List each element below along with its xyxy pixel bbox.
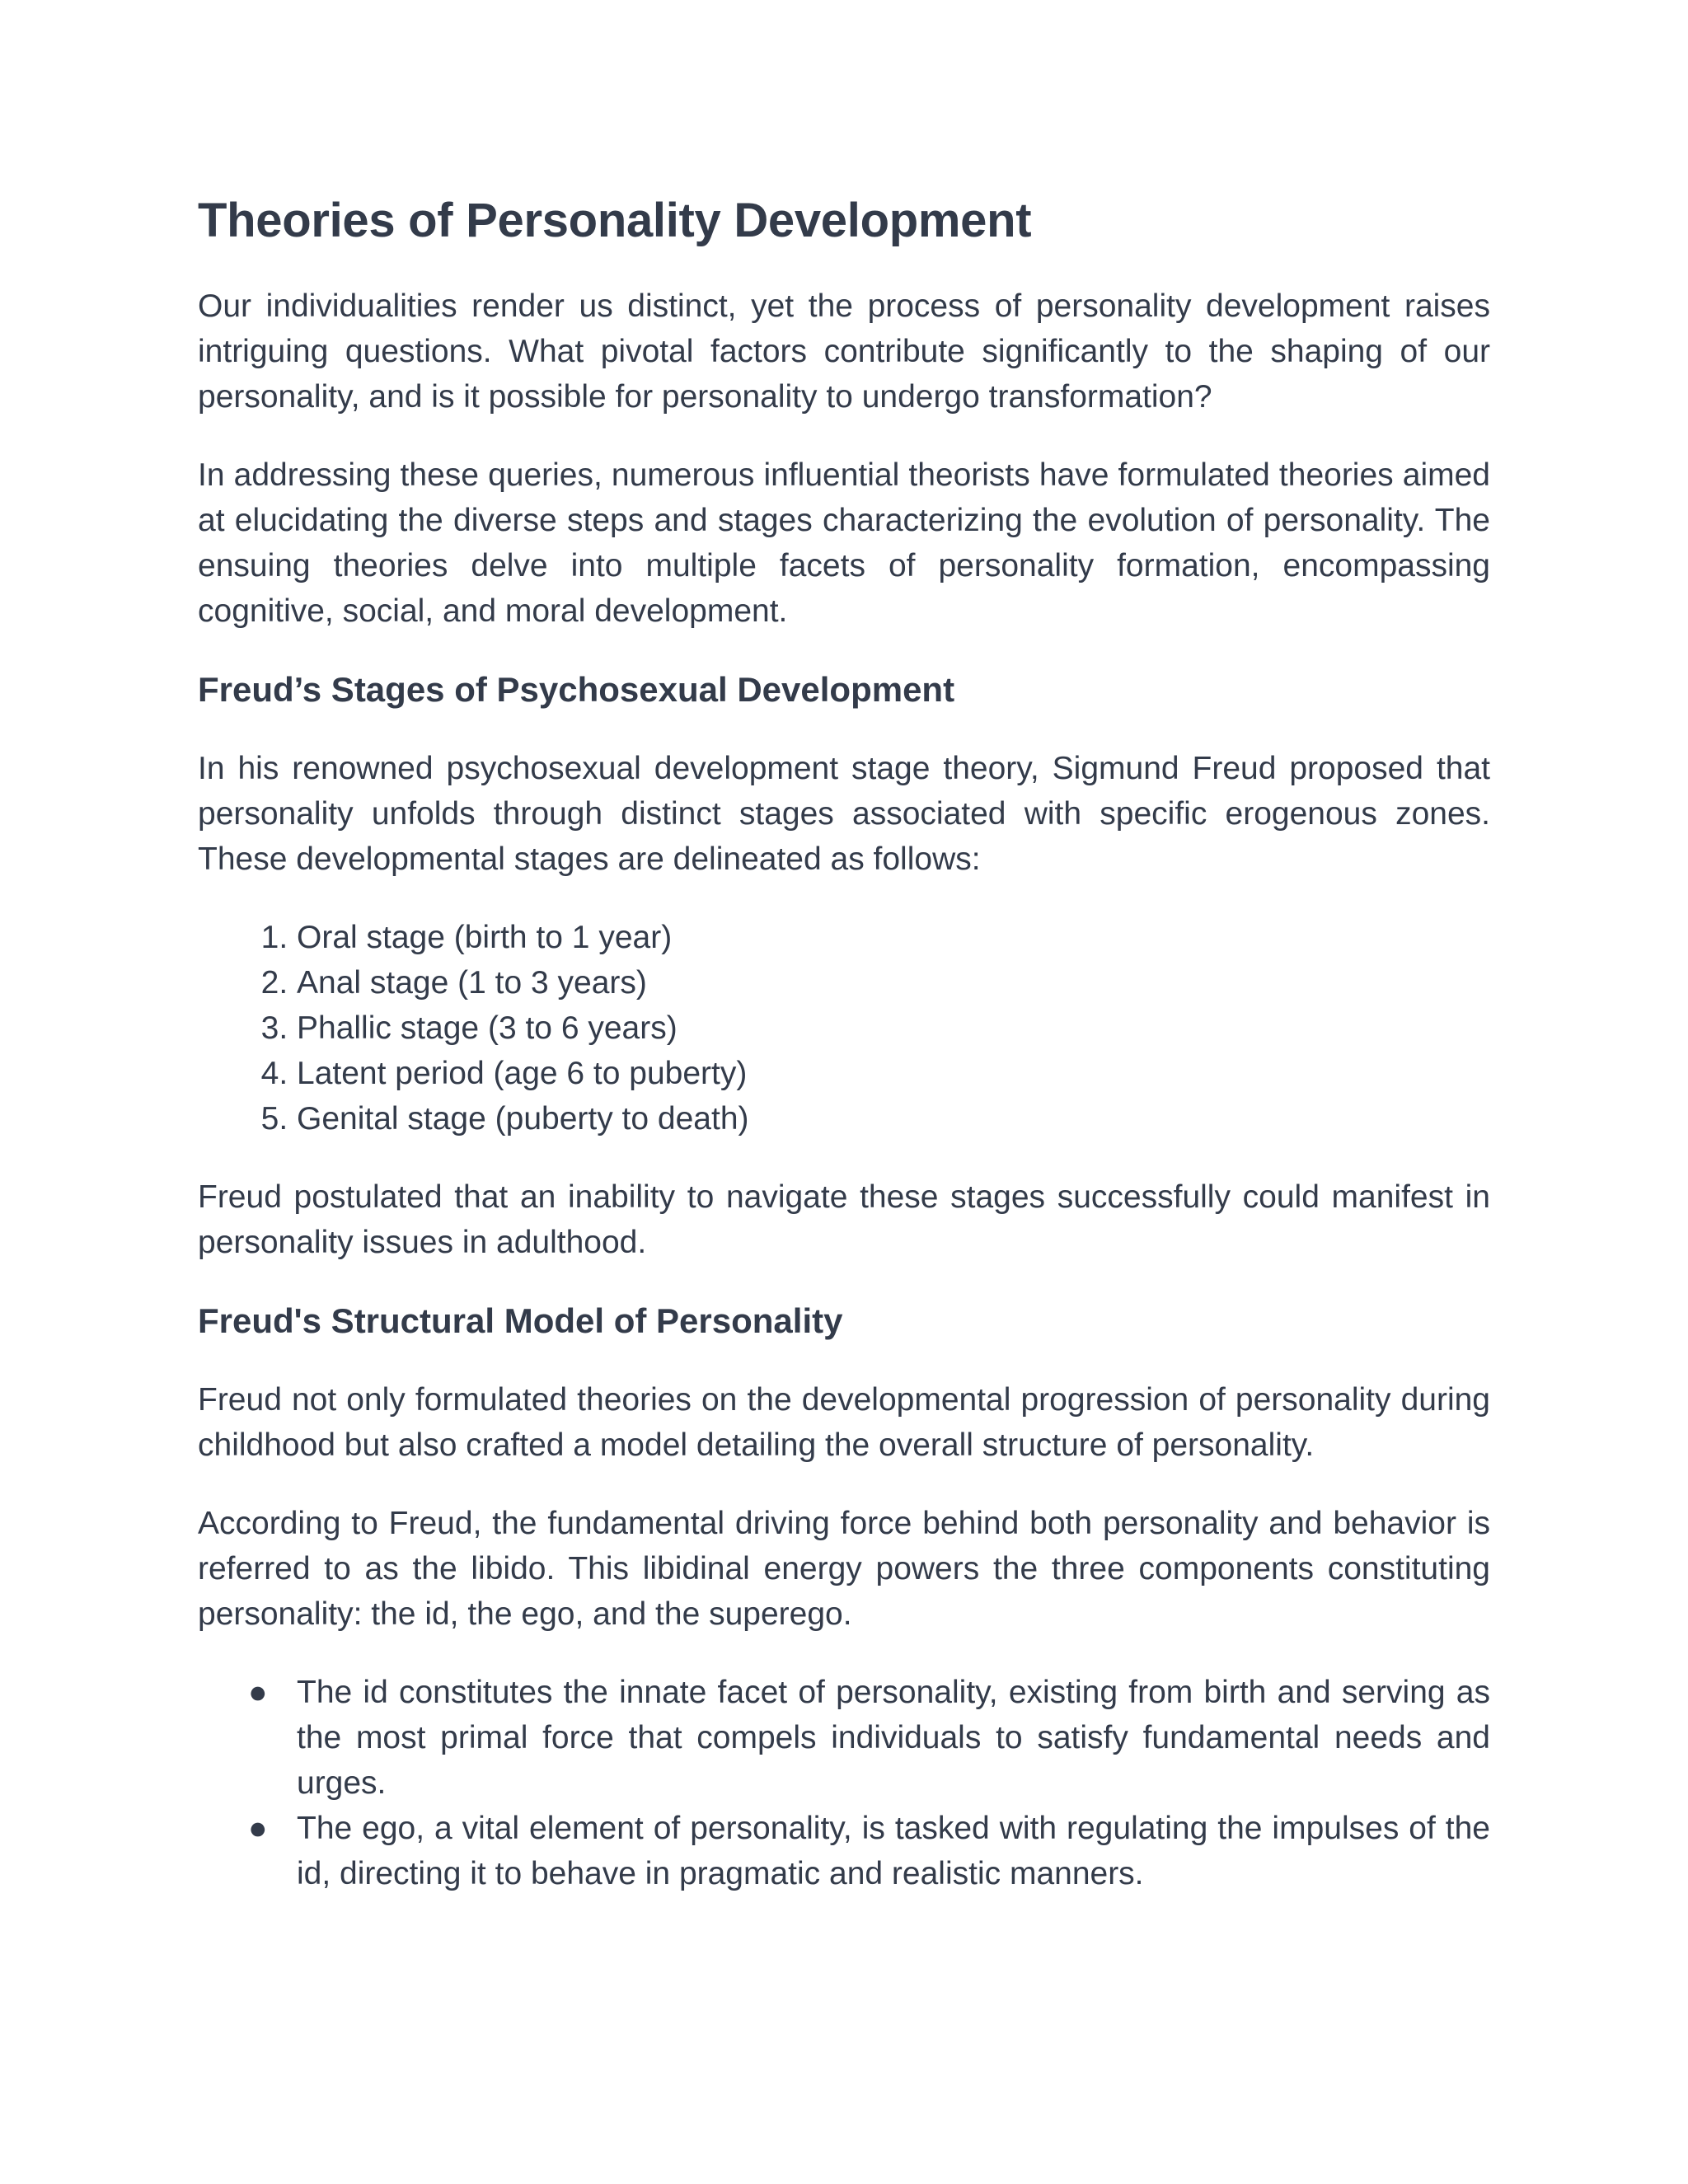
document-page [198, 191, 1490, 1929]
section-heading-structural-model: Freud's Structural Model of Personality [198, 1301, 843, 1340]
list-item: 1. Oral stage (birth to 1 year) [297, 915, 1490, 960]
stages-list [198, 915, 1490, 1141]
intro-paragraph-1: Our individualities render us distinct, yet the process of personality development raises intriguing questions. What pivotal factors contribute significantly to the shaping of our personality, and is it possible for personality to undergo transformation? [198, 288, 1490, 415]
list-item [248, 1806, 1490, 1896]
list-item [248, 1670, 1490, 1806]
components-list [198, 1670, 1490, 1896]
list-item: 5. Genital stage (puberty to death) [297, 1096, 1490, 1141]
structural-paragraph-2: According to Freud, the fundamental driving force behind both personality and behavior is referred to as the libido. This libidinal energy powers the three components constituting personality: the id, the ego, and the superego. [198, 1506, 1490, 1632]
list-item: 3. Phallic stage (3 to 6 years) [297, 1005, 1490, 1051]
intro-paragraph-2: In addressing these queries, numerous influential theorists have formulated theories aimed at elucidating the diverse steps and stages characterizing the evolution of personality. The ensuing theories delve into multiple facets of personality formation, encompassing cognitive, social, and moral development. [198, 457, 1490, 629]
structural-paragraph-1: Freud not only formulated theories on the developmental progression of personality during childhood but also crafted a model detailing the overall structure of personality. [198, 1382, 1490, 1463]
bullet-icon: ● [248, 1675, 268, 1710]
psychosexual-paragraph: In his renowned psychosexual development stage theory, Sigmund Freud proposed that personality unfolds through distinct stages associated with specific erogenous zones. These developmental stages are delineated as follows: [198, 751, 1490, 877]
section-heading-psychosexual: Freud’s Stages of Psychosexual Development [198, 670, 955, 709]
page-title: Theories of Personality Development [198, 194, 1032, 247]
list-item-text: The ego, a vital element of personality, is tasked with regulating the impulses of the id, directing it to behave in pragmatic and realistic manners. [297, 1811, 1490, 1891]
bullet-icon: ● [248, 1811, 268, 1846]
list-item-text: The id constitutes the innate facet of personality, existing from birth and serving as the most primal force that compels individuals to satisfy fundamental needs and urges. [297, 1675, 1490, 1801]
list-item: 2. Anal stage (1 to 3 years) [297, 960, 1490, 1005]
psychosexual-closing-paragraph: Freud postulated that an inability to navigate these stages successfully could manifest in personality issues in adulthood. [198, 1179, 1490, 1260]
list-item: 4. Latent period (age 6 to puberty) [297, 1051, 1490, 1096]
